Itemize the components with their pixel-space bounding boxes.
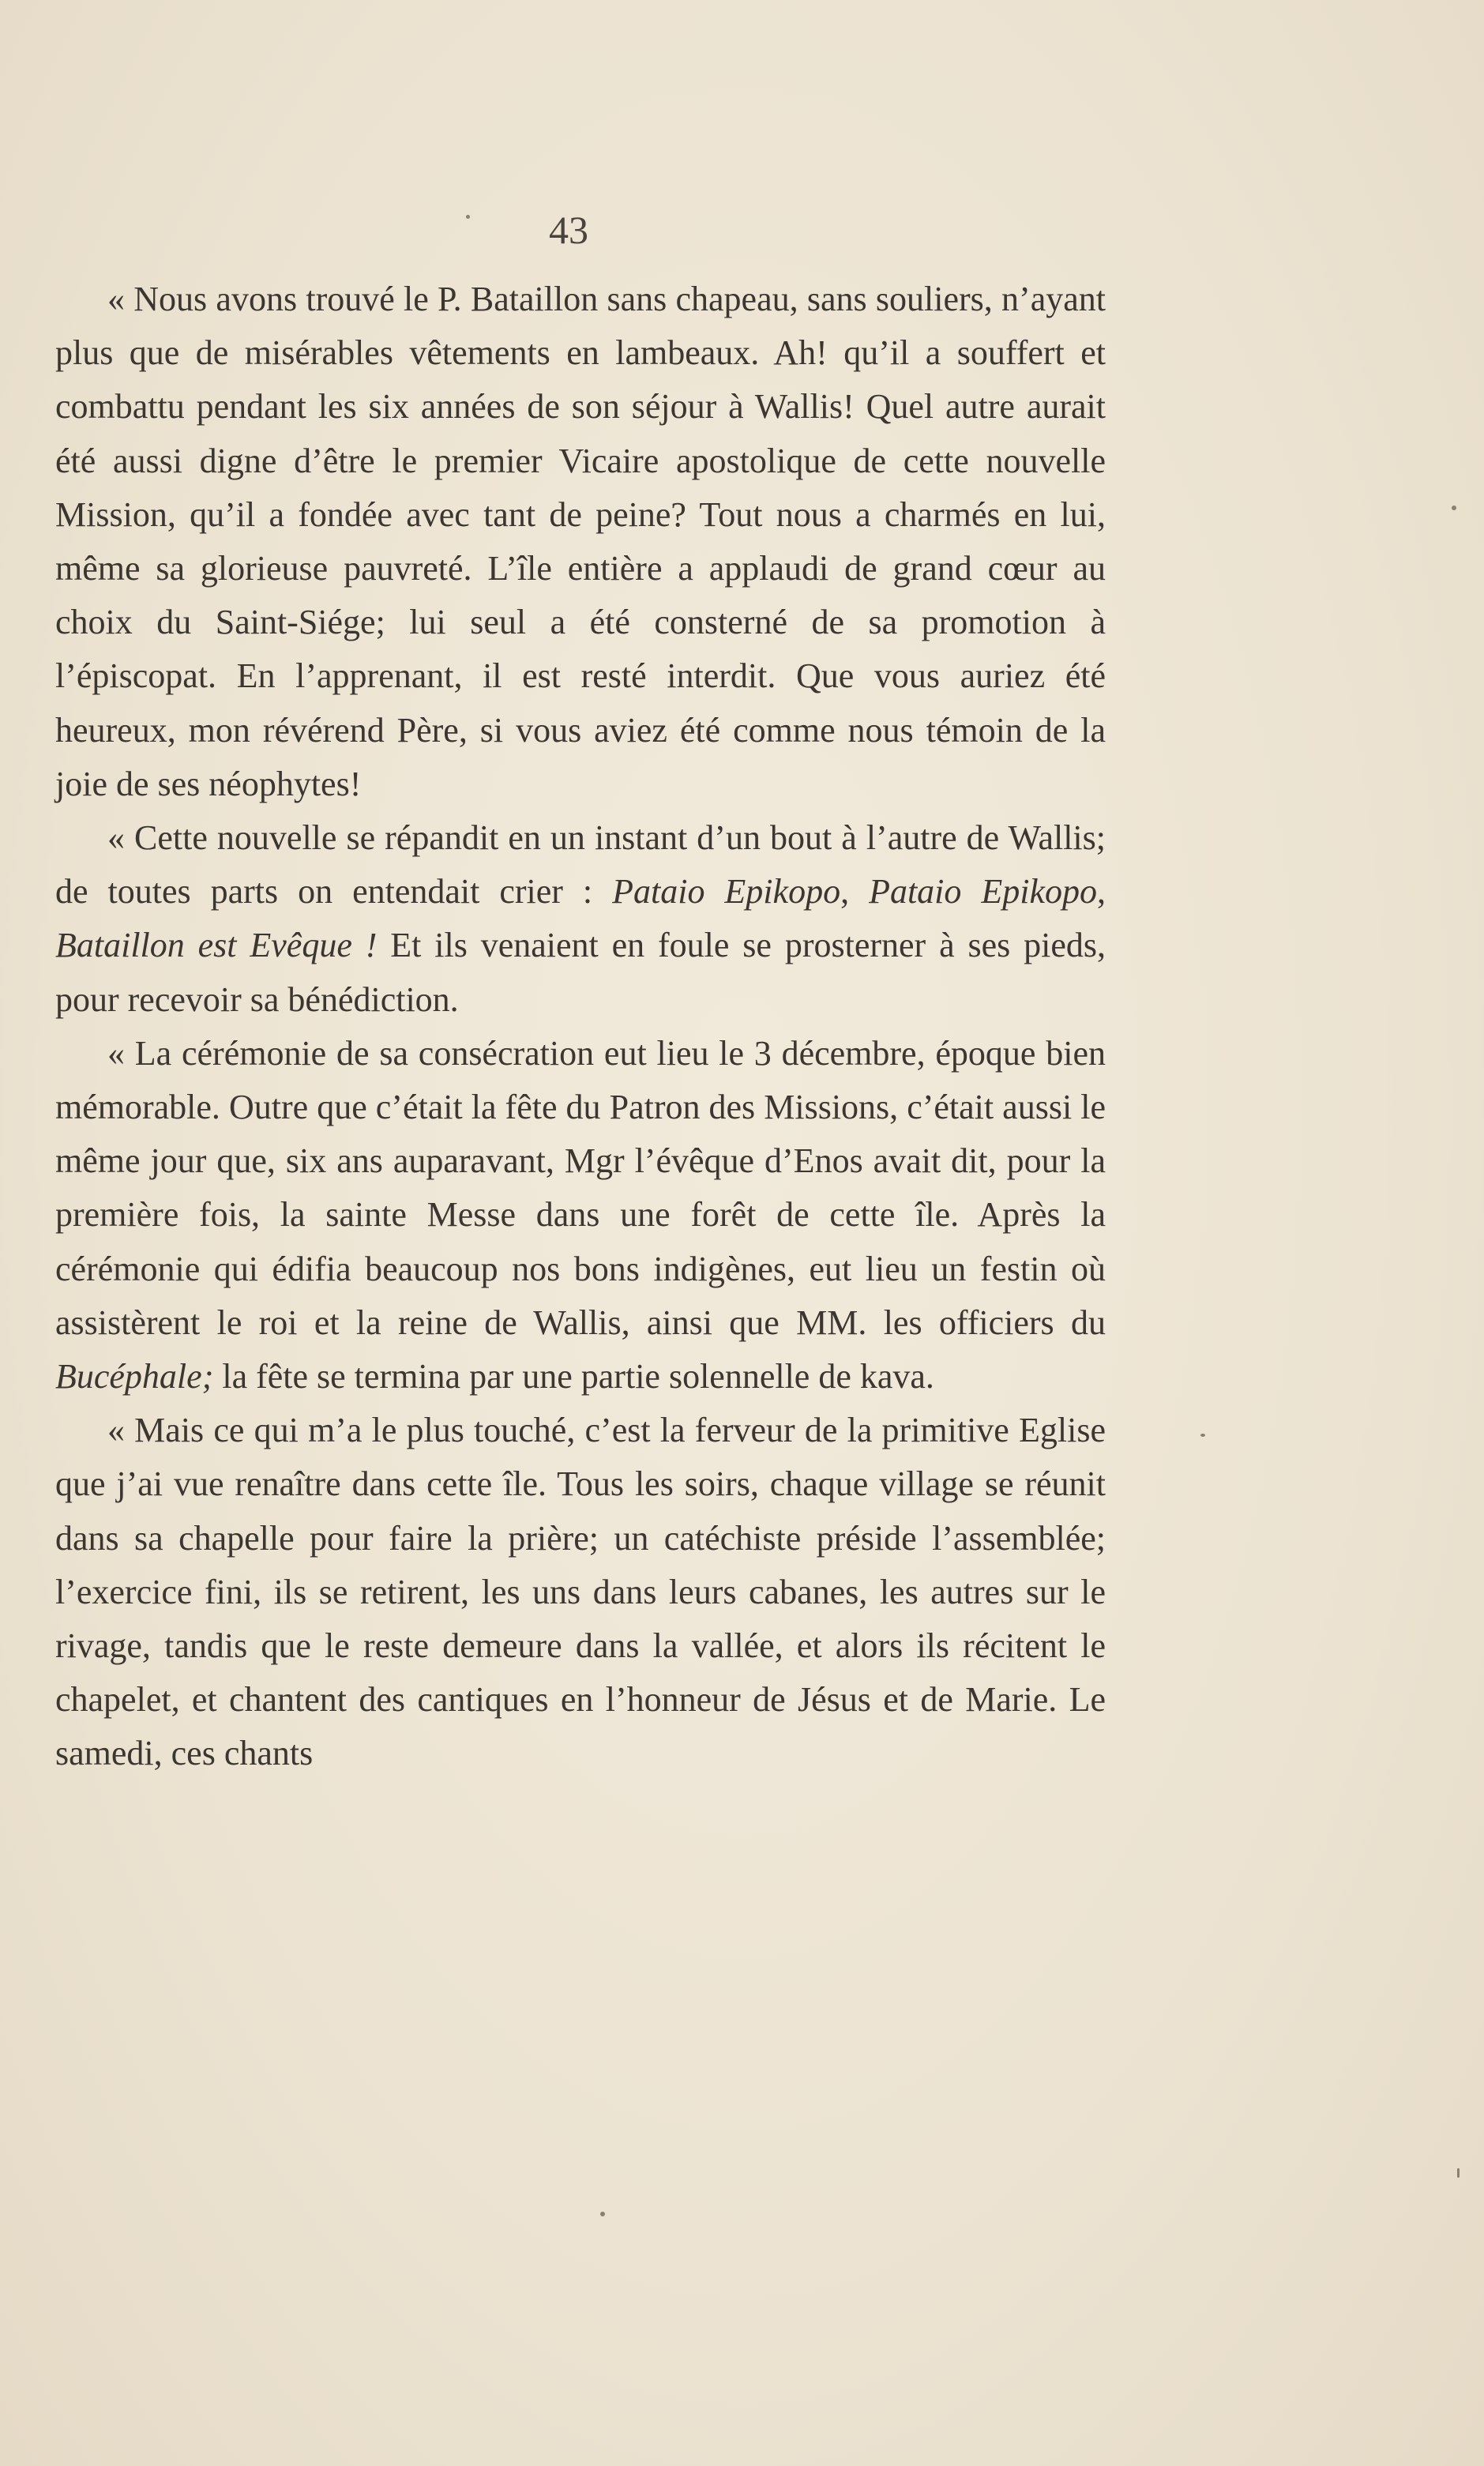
paper-speck xyxy=(1452,506,1456,510)
text-segment: « La cérémonie de sa consécration eut lieu le 3 décembre, époque bien mémorable. Outre que c’était la fête du Patron des Missions, c’était aussi le même jour que, six ans auparavant, Mgr l’évêque d’Enos avait dit, pour la première fois, la sainte Messe dans une forêt de cette île. Après la cérémonie qui édifia beaucoup nos bons indigènes, eut lieu un festin où assistèrent le roi et la reine de Wallis, ainsi que MM. les officiers du xyxy=(55,1033,1106,1342)
italic-quote: Pataio Epikopo xyxy=(612,872,841,912)
body-text xyxy=(55,273,1106,1781)
paragraph-2 xyxy=(55,811,1106,1027)
italic-quote: Pataio Epikopo xyxy=(869,872,1098,912)
text-segment: , xyxy=(840,872,870,912)
text-segment: « Nous avons trouvé le P. Bataillon sans chapeau, sans souliers, n’ayant plus que de misérables vêtements en lambeaux. Ah! qu’il a souffert et combattu pendant les six années de son séjour à Wallis! Quel autre aurait été aussi digne d’être le premier Vicaire apostolique de cette nouvelle Mission, qu’il a fondée avec tant de peine? Tout nous a charmés en lui, même sa glorieuse pauvreté. L’île entière a applaudi de grand cœur au choix du Saint-Siége; lui seul a été consterné de sa promotion à l’épiscopat. En l’apprenant, il est resté interdit. Que vous auriez été heureux, mon révérend Père, si vous aviez été comme nous témoin de la joie de ses néophytes! xyxy=(55,280,1106,803)
page-number: 43 xyxy=(549,208,588,252)
paragraph-4 xyxy=(55,1404,1106,1780)
italic-quote: Bataillon est Evêque ! xyxy=(55,926,378,965)
paragraph-1 xyxy=(55,273,1106,811)
text-segment: Et ils venaient en foule se prosterner à ses pieds, pour recevoir sa bénédiction. xyxy=(55,926,1106,1019)
paper-speck xyxy=(600,2212,605,2216)
text-segment: « Cette nouvelle se répandit en un instant d’un bout à l’autre de Wallis; de toutes parts on entendait crier : xyxy=(55,818,1106,912)
text-segment: « Mais ce qui m’a le plus touché, c’est la ferveur de la primitive Eglise que j’ai vue renaître dans cette île. Tous les soirs, chaque village se réunit dans sa chapelle pour faire la prière; un catéchiste préside l’assemblée; l’exercice fini, ils se retirent, les uns dans leurs cabanes, les autres sur le rivage, tandis que le reste demeure dans la vallée, et alors ils récitent le chapelet, et chantent des cantiques en l’honneur de Jésus et de Marie. Le samedi, ces chants xyxy=(55,1411,1106,1773)
text-segment: , xyxy=(1097,872,1106,912)
paper-speck xyxy=(466,215,470,219)
text-segment: la fête se termina par une partie solennelle de kava. xyxy=(213,1357,934,1397)
ship-name: Bucéphale; xyxy=(55,1357,214,1397)
paper-speck xyxy=(1200,1434,1205,1437)
paragraph-3 xyxy=(55,1027,1106,1404)
paper-speck xyxy=(1457,2168,1460,2178)
